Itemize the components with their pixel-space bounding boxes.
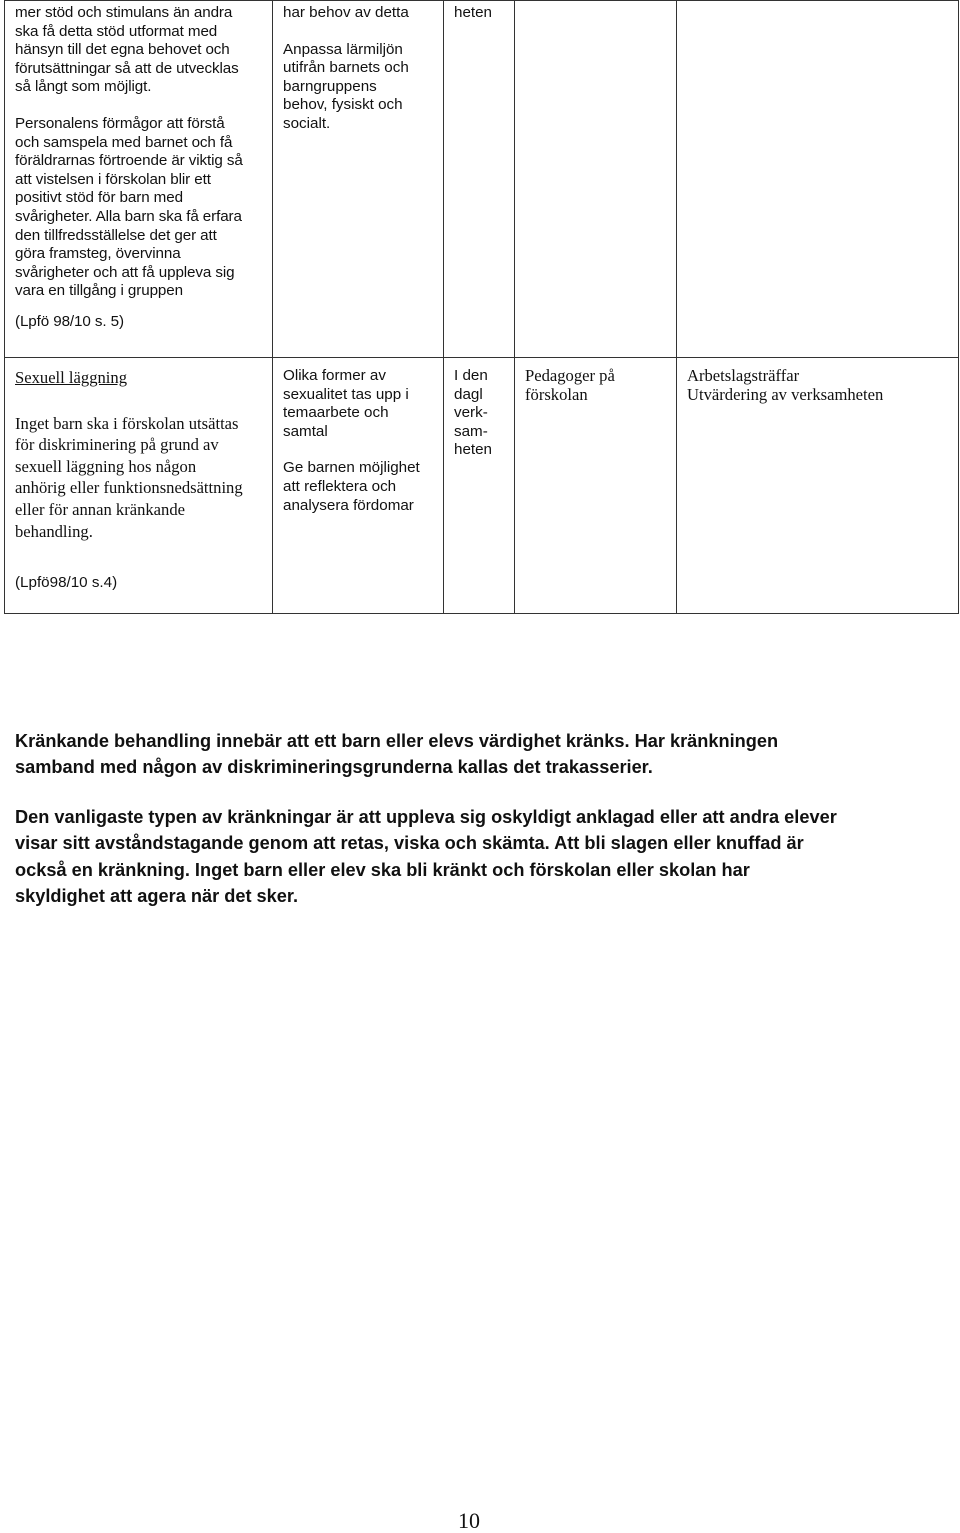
text-line: behandling. — [15, 521, 93, 541]
text-line: Arbetslagsträffar — [687, 366, 800, 385]
table-cell-responsible — [515, 358, 677, 614]
text-line: sam- — [454, 422, 488, 440]
when-text — [454, 367, 504, 460]
responsible-text — [525, 367, 666, 404]
text-line: sexualitet tas upp i — [283, 385, 409, 403]
goal-text — [15, 413, 262, 543]
text-line: Inget barn ska i förskolan utsättas — [15, 413, 239, 433]
table-cell-responsible — [515, 1, 677, 358]
text-line: svårigheter och att få uppleva sig — [15, 263, 235, 281]
action-text — [283, 367, 433, 515]
goal-reference: (Lpfö 98/10 s. 5) — [15, 312, 124, 330]
text-line: sexuell läggning hos någon — [15, 456, 197, 476]
text-line: att reflektera och — [283, 477, 397, 495]
text-line: anhörig eller funktionsnedsättning — [15, 478, 243, 498]
table-cell-goal — [5, 1, 273, 358]
text-line: samband med någon av diskrimineringsgrunderna kallas det trakasserier. — [15, 757, 653, 778]
text-line: Den vanligaste typen av kränkningar är att uppleva sig oskyldigt anklagad eller att andra elever — [15, 807, 837, 827]
blank-line — [283, 441, 433, 459]
text-line: Personalens förmågor att förstå — [15, 114, 225, 132]
table-row-continued — [5, 1, 959, 358]
text-line: för diskriminering på grund av — [15, 435, 219, 455]
goal-text — [15, 4, 262, 301]
text-line: också en kränkning. Inget barn eller elev ska bli kränkt och förskolan eller skolan har — [15, 859, 750, 880]
text-line: samtal — [283, 422, 328, 440]
text-line: Olika former av — [283, 367, 386, 384]
text-line: eller för annan kränkande — [15, 499, 185, 519]
followup-text — [687, 367, 948, 404]
paragraph-definition — [15, 728, 940, 781]
goal-reference: (Lpfö98/10 s.4) — [15, 574, 118, 592]
text-line: utifrån barnets och — [283, 59, 409, 77]
text-line: så långt som möjligt. — [15, 78, 152, 96]
text-line: förskolan — [525, 384, 588, 404]
blank-line — [283, 23, 433, 41]
text-line: föräldrarnas förtroende är viktig så — [15, 152, 243, 170]
text-line: verk- — [454, 404, 488, 422]
table-cell-followup — [677, 358, 959, 614]
table-cell-action — [273, 1, 444, 358]
goal-heading: Sexuell läggning — [15, 368, 127, 387]
text-line: visar sitt avståndstagande genom att retas, viska och skämta. Att bli slagen eller knuffad är — [15, 833, 804, 854]
text-line: dagl — [454, 385, 483, 403]
text-line: skyldighet att agera när det sker. — [15, 886, 299, 907]
text-line: vara en tillgång i gruppen — [15, 282, 183, 300]
table-cell-when — [444, 1, 515, 358]
when-text — [454, 4, 504, 23]
text-line: positivt stöd för barn med — [15, 189, 183, 207]
text-line: heten — [454, 4, 493, 21]
text-line: har behov av detta — [283, 4, 409, 21]
text-line: förutsättningar så att de utvecklas — [15, 59, 239, 77]
text-line: och samspela med barnet och få — [15, 133, 233, 151]
table-cell-goal — [5, 358, 273, 614]
text-line: socialt. — [283, 114, 331, 132]
table-row-sexual-orientation — [5, 358, 959, 614]
text-line: Utvärdering av verksamheten — [687, 384, 884, 404]
text-line: Pedagoger på — [525, 366, 615, 385]
text-line: svårigheter. Alla barn ska få erfara — [15, 207, 242, 225]
table-cell-when — [444, 358, 515, 614]
page-number: 10 — [458, 1508, 480, 1533]
text-line: göra framsteg, övervinna — [15, 245, 181, 263]
table-cell-action — [273, 358, 444, 614]
table-cell-followup — [677, 1, 959, 358]
text-line: temaarbete och — [283, 404, 389, 422]
text-line: analysera fördomar — [283, 496, 414, 514]
text-line: barngruppens — [283, 77, 377, 95]
text-line: Anpassa lärmiljön — [283, 40, 403, 58]
text-line: den tillfredsställelse det ger att — [15, 226, 217, 244]
text-line: I den — [454, 367, 488, 384]
text-line: heten — [454, 441, 493, 459]
paragraph-common-types — [15, 804, 940, 910]
text-line: mer stöd och stimulans än andra — [15, 4, 233, 21]
action-text — [283, 4, 433, 134]
text-line: behov, fysiskt och — [283, 96, 403, 114]
plan-table — [4, 0, 959, 614]
text-line: Kränkande behandling innebär att ett barn eller elevs värdighet kränks. Har kränkningen — [15, 731, 779, 751]
text-line: Ge barnen möjlighet — [283, 459, 420, 477]
text-line: ska få detta stöd utformat med — [15, 22, 218, 40]
text-line: hänsyn till det egna behovet och — [15, 41, 230, 59]
blank-line — [15, 97, 262, 115]
text-line: att vistelsen i förskolan blir ett — [15, 170, 211, 188]
